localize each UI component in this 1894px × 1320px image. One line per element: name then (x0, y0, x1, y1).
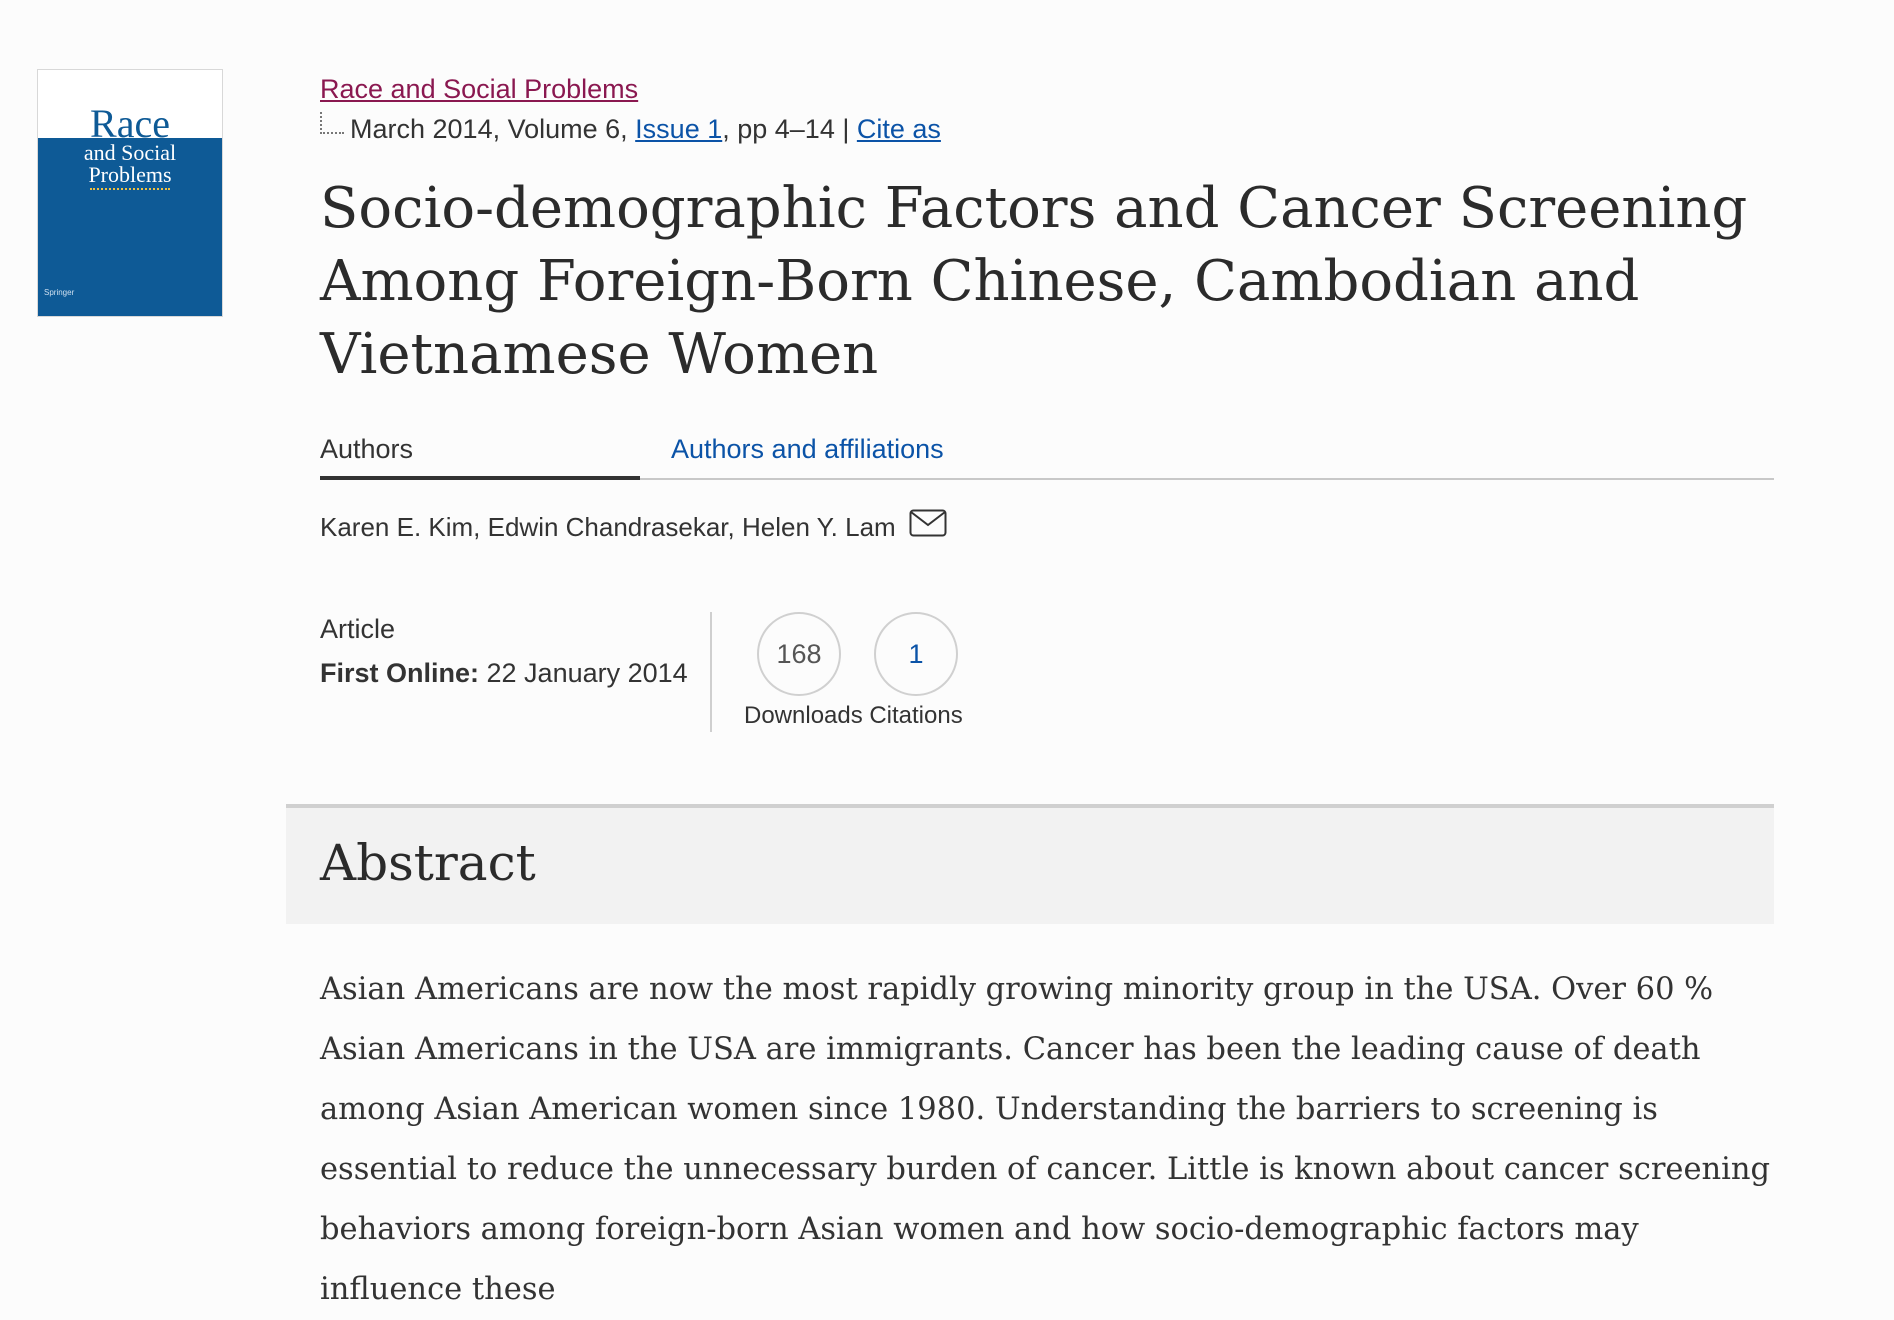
tab-authors[interactable]: Authors (320, 430, 640, 480)
citations-label: Citations (869, 702, 963, 729)
cite-as-link[interactable]: Cite as (856, 114, 941, 144)
issue-line (320, 114, 941, 145)
envelope-icon[interactable] (909, 509, 947, 544)
abstract-header (286, 804, 1774, 924)
tab-authors-affiliations[interactable]: Authors and affiliations (671, 434, 944, 464)
cover-title-line2: and Social (83, 140, 177, 165)
first-online-date: 22 January 2014 (479, 658, 688, 688)
cover-decoration (90, 188, 170, 191)
author-list (320, 512, 947, 544)
first-online (320, 658, 688, 689)
downloads-count: 168 (757, 612, 841, 696)
cover-publisher: Springer (44, 288, 75, 297)
citations-count[interactable]: 1 (874, 612, 958, 696)
issue-pages: , pp 4–14 | (722, 114, 857, 144)
corresponding-author[interactable]: Helen Y. Lam (741, 512, 896, 542)
journal-link[interactable]: Race and Social Problems (320, 74, 639, 104)
journal-cover[interactable] (37, 69, 223, 317)
authors-tabs (320, 430, 1774, 480)
issue-date: March 2014, Volume 6, (350, 114, 636, 144)
tree-connector-icon (320, 112, 344, 134)
abstract-text: Asian Americans are now the most rapidly growing minority group in the USA. Over 60 % Asian Americans in the USA are immigrants. Cancer has been the leading cause of death among Asian American women since 1980. Understanding the barriers to screening is essential to reduce the unnecessary burden of cancer. Little is known about cancer screening behaviors among foreign-born Asian women and how socio-demographic factors may influence these (320, 972, 1771, 1307)
downloads-metric (744, 612, 863, 730)
cover-title-race: Race (90, 101, 170, 146)
cover-title-line3: Problems (88, 162, 172, 187)
downloads-label: Downloads (744, 702, 863, 729)
article-title: Socio-demographic Factors and Cancer Screening Among Foreign-Born Chinese, Cambodian and Vietnamese Women (320, 176, 1748, 387)
info-divider (710, 612, 712, 732)
citations-metric[interactable] (861, 612, 971, 730)
first-online-label: First Online: (320, 658, 480, 688)
abstract-heading: Abstract (320, 834, 536, 892)
cover-title-rest (38, 142, 222, 186)
issue-link[interactable]: Issue 1 (635, 114, 723, 144)
author-names[interactable]: Karen E. Kim, Edwin Chandrasekar, (320, 512, 742, 542)
article-type: Article (320, 614, 396, 644)
